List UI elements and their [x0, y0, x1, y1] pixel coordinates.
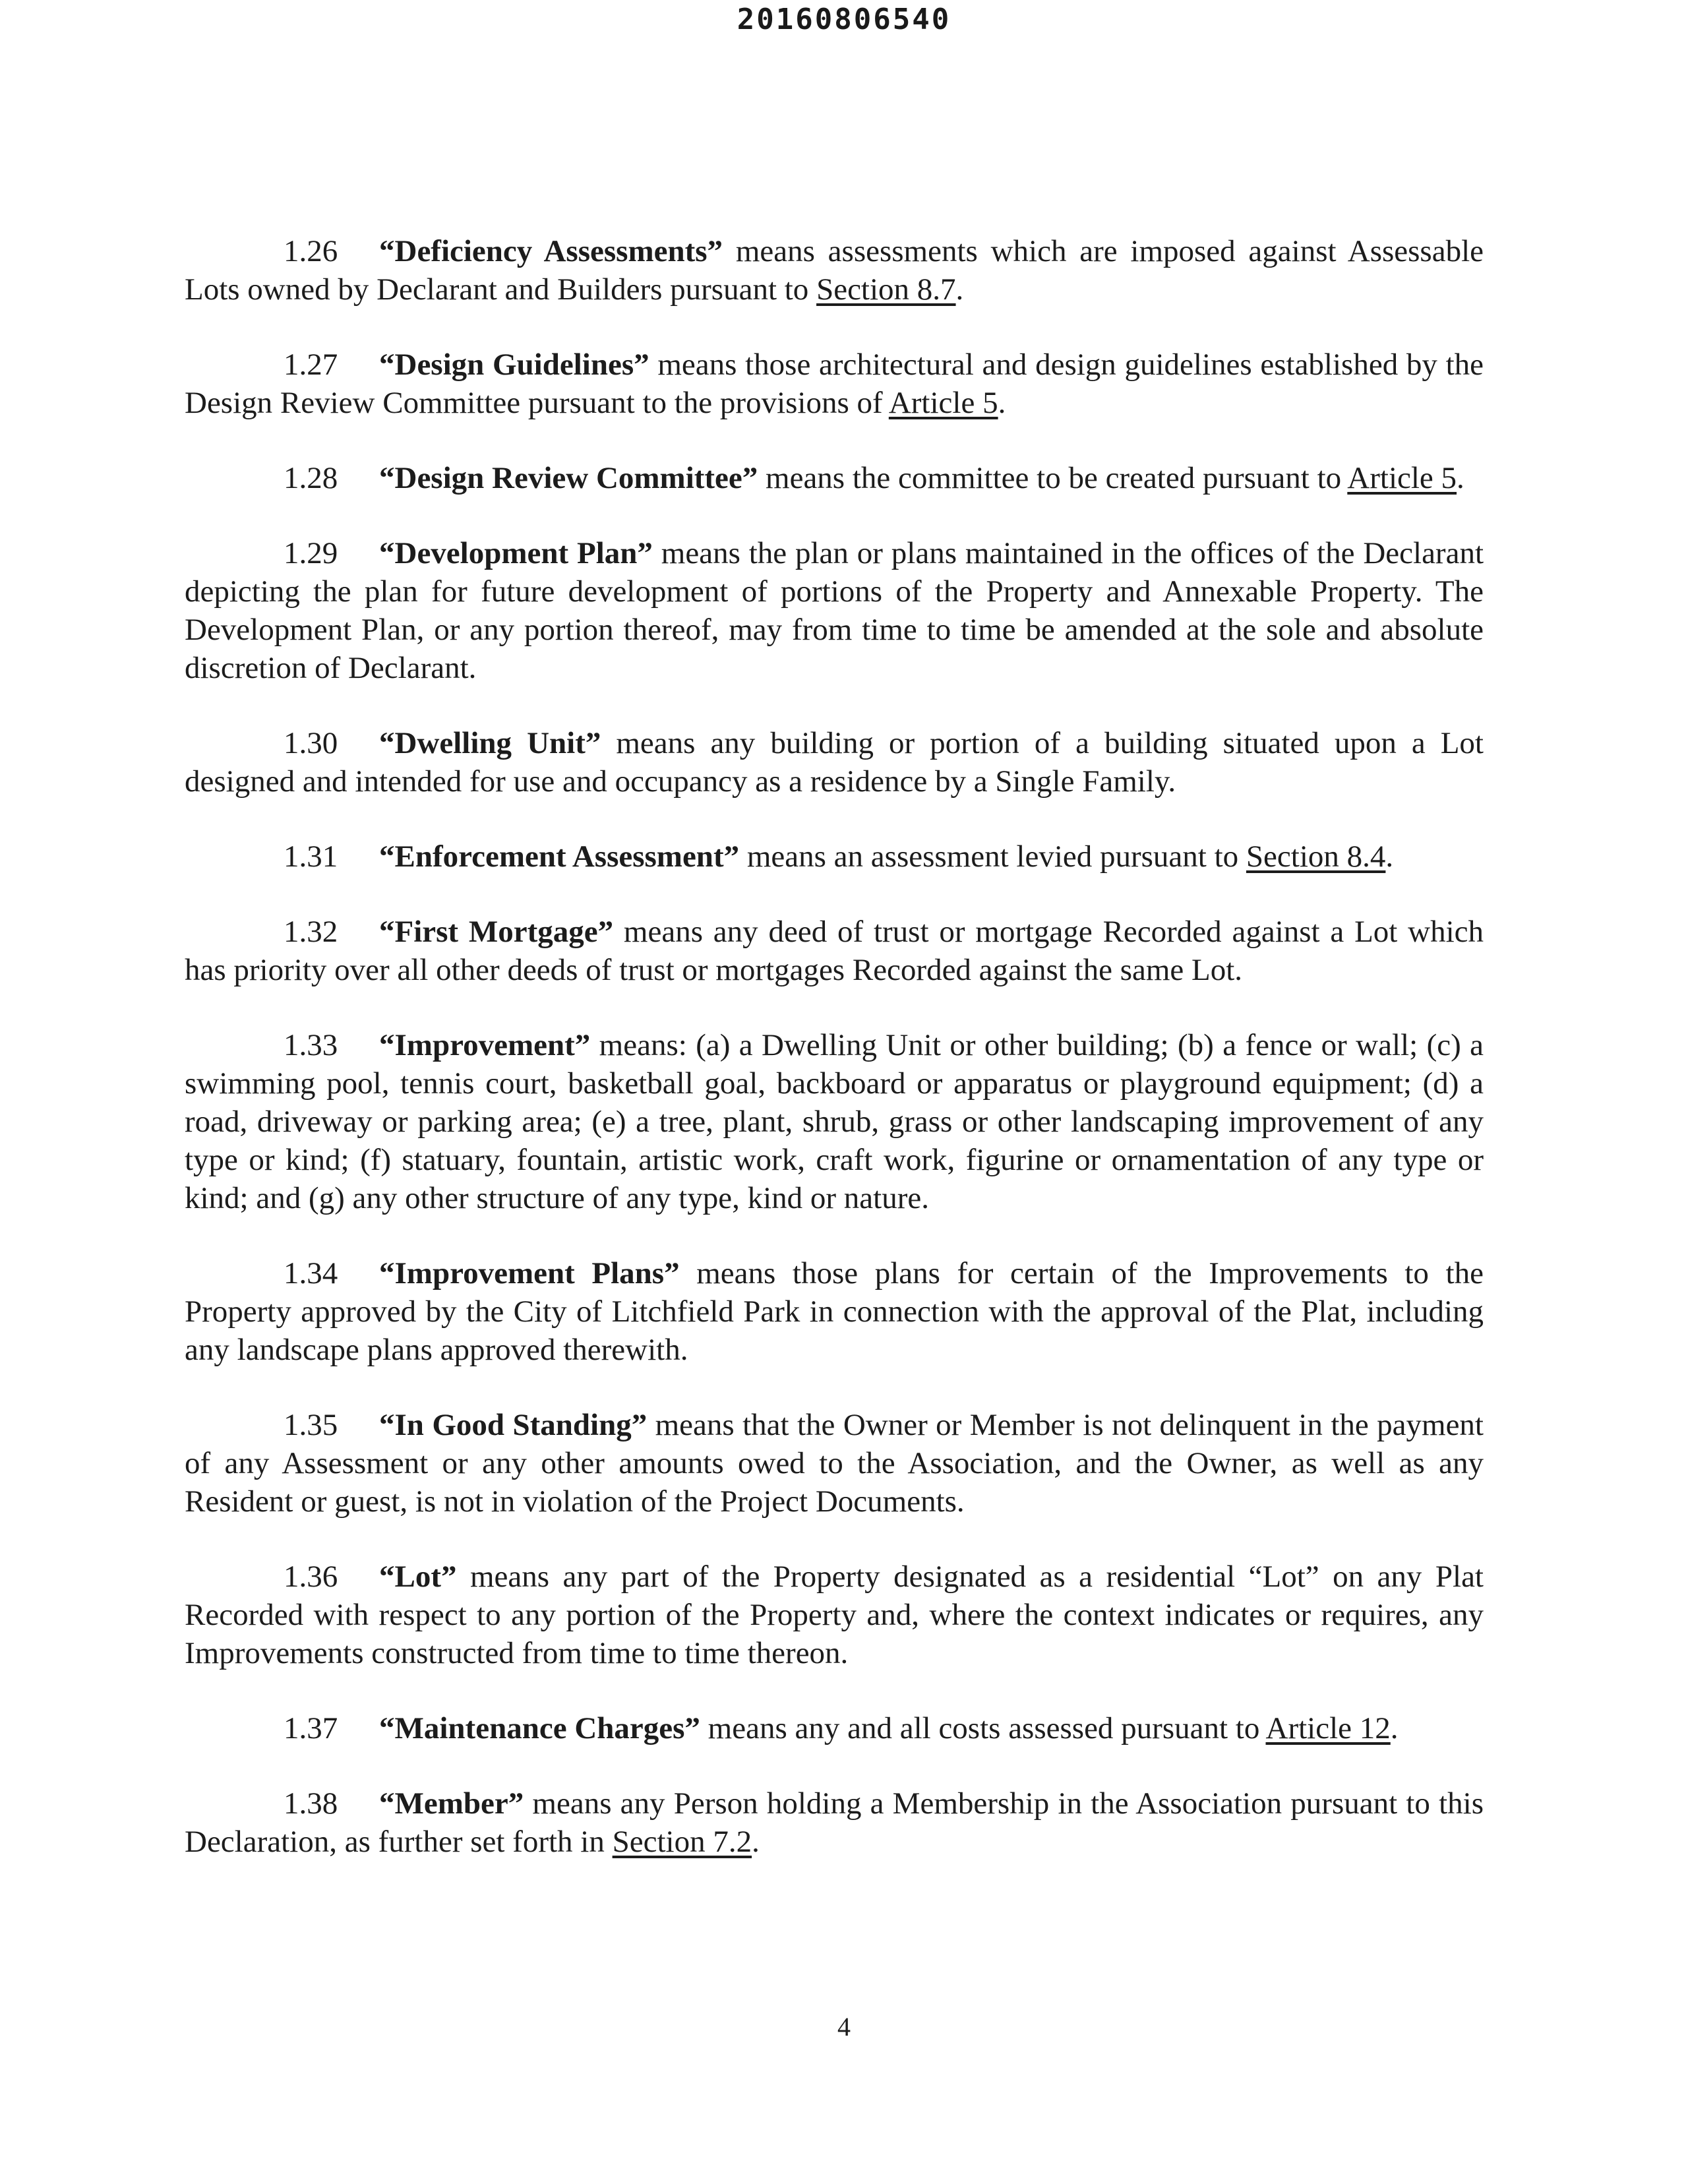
defined-term: “Member” [379, 1786, 524, 1821]
definition-text: means those plans for certain of the Improvements to the Property approved by the City of Litchfield Park in connection with the approval of the Plat, including any landscape plans approved therewith. [185, 1256, 1484, 1367]
defined-term: “In Good Standing” [379, 1408, 648, 1442]
definition-text: means an assessment levied pursuant to [739, 839, 1246, 874]
defined-term: “Maintenance Charges” [379, 1711, 700, 1745]
section-number: 1.29 [284, 536, 338, 570]
definition-text: means assessments which are imposed against Assessable Lots owned by Declarant and Builders pursuant to [185, 234, 1484, 307]
section-number: 1.30 [284, 726, 338, 760]
definition-text: means the committee to be created pursuant to [758, 461, 1348, 495]
cross-reference: Section 8.7 [816, 272, 956, 307]
definition-1-34 [185, 1254, 1484, 1369]
definition-text: means any deed of trust or mortgage Recorded against a Lot which has priority over all other deeds of trust or mortgages Recorded against the same Lot. [185, 915, 1484, 987]
section-number: 1.36 [284, 1560, 338, 1594]
definition-1-38: 1.38 “Member” means any Person holding a Membership in the Association pursuant to this Declaration, as further set forth in Section 7.2. [185, 1784, 1484, 1861]
document-number: 20160806540 [737, 3, 951, 36]
definition-1-32 [185, 913, 1484, 989]
defined-term: “Improvement Plans” [379, 1256, 680, 1290]
definition-1-35 [185, 1406, 1484, 1521]
defined-term: “Improvement” [379, 1028, 591, 1062]
definition-1-37: 1.37 “Maintenance Charges” means any and all costs assessed pursuant to Article 12. [185, 1709, 1484, 1747]
definition-text: means any part of the Property designated as a residential “Lot” on any Plat Recorded with respect to any portion of the Property and, where the context indicates or requires, any Improvements constructed from time to time thereon. [185, 1560, 1484, 1670]
definition-1-31: 1.31 “Enforcement Assessment” means an assessment levied pursuant to Section 8.4. [185, 837, 1484, 876]
cross-reference: Article 5 [888, 386, 998, 420]
definition-text: means any and all costs assessed pursuant to [700, 1711, 1266, 1745]
definition-1-29 [185, 534, 1484, 687]
section-number: 1.28 [284, 461, 338, 495]
definition-text: means those architectural and design guidelines established by the Design Review Committee pursuant to the provisions of [185, 348, 1484, 420]
defined-term: “Dwelling Unit” [379, 726, 601, 760]
cross-reference: Section 7.2 [612, 1825, 752, 1859]
section-number: 1.33 [284, 1028, 338, 1062]
defined-term: “Deficiency Assessments” [379, 234, 723, 268]
page-number: 4 [837, 2012, 851, 2042]
defined-term: “Development Plan” [379, 536, 653, 570]
section-number: 1.27 [284, 348, 338, 382]
section-number: 1.31 [284, 839, 338, 874]
definition-1-26: 1.26 “Deficiency Assessments” means assessments which are imposed against Assessable Lots owned by Declarant and Builders pursuant to Section 8.7. [185, 232, 1484, 309]
definition-1-33 [185, 1026, 1484, 1217]
section-number: 1.35 [284, 1408, 338, 1442]
cross-reference: Section 8.4 [1246, 839, 1386, 874]
definition-text: means any building or portion of a building situated upon a Lot designed and intended for use and occupancy as a residence by a Single Family. [185, 726, 1484, 799]
defined-term: “Enforcement Assessment” [379, 839, 740, 874]
definition-1-30 [185, 724, 1484, 801]
definition-1-27: 1.27 “Design Guidelines” means those architectural and design guidelines established by the Design Review Committee pursuant to the provisions of Article 5. [185, 346, 1484, 422]
definition-text: means: (a) a Dwelling Unit or other building; (b) a fence or wall; (c) a swimming pool, tennis court, basketball goal, backboard or apparatus or playground equipment; (d) a road, driveway or parking area; (e) a tree, plant, shrub, grass or other landscaping improvement of any type or kind; (f) statuary, fountain, artistic work, craft work, figurine or ornamentation of any type or kind; and (g) any other structure of any type, kind or nature. [185, 1028, 1484, 1215]
cross-reference: Article 5 [1347, 461, 1457, 495]
definition-text: means any Person holding a Membership in the Association pursuant to this Declaration, as further set forth in [185, 1786, 1484, 1859]
defined-term: “Design Guidelines” [379, 348, 649, 382]
defined-term: “Lot” [379, 1560, 457, 1594]
definition-1-28: 1.28 “Design Review Committee” means the committee to be created pursuant to Article 5. [185, 459, 1484, 497]
section-number: 1.37 [284, 1711, 338, 1745]
definition-text: means the plan or plans maintained in the offices of the Declarant depicting the plan for future development of portions of the Property and Annexable Property. The Development Plan, or any portion thereof, may from time to time be amended at the sole and absolute discretion of Declarant. [185, 536, 1484, 685]
section-number: 1.34 [284, 1256, 338, 1290]
defined-term: “Design Review Committee” [379, 461, 758, 495]
definition-text: means that the Owner or Member is not delinquent in the payment of any Assessment or any other amounts owed to the Association, and the Owner, as well as any Resident or guest, is not in violation of the Project Documents. [185, 1408, 1484, 1519]
cross-reference: Article 12 [1265, 1711, 1391, 1745]
definition-1-36 [185, 1558, 1484, 1672]
section-number: 1.38 [284, 1786, 338, 1821]
defined-term: “First Mortgage” [379, 915, 614, 949]
section-number: 1.26 [284, 234, 338, 268]
section-number: 1.32 [284, 915, 338, 949]
definitions-body [185, 232, 1484, 1898]
